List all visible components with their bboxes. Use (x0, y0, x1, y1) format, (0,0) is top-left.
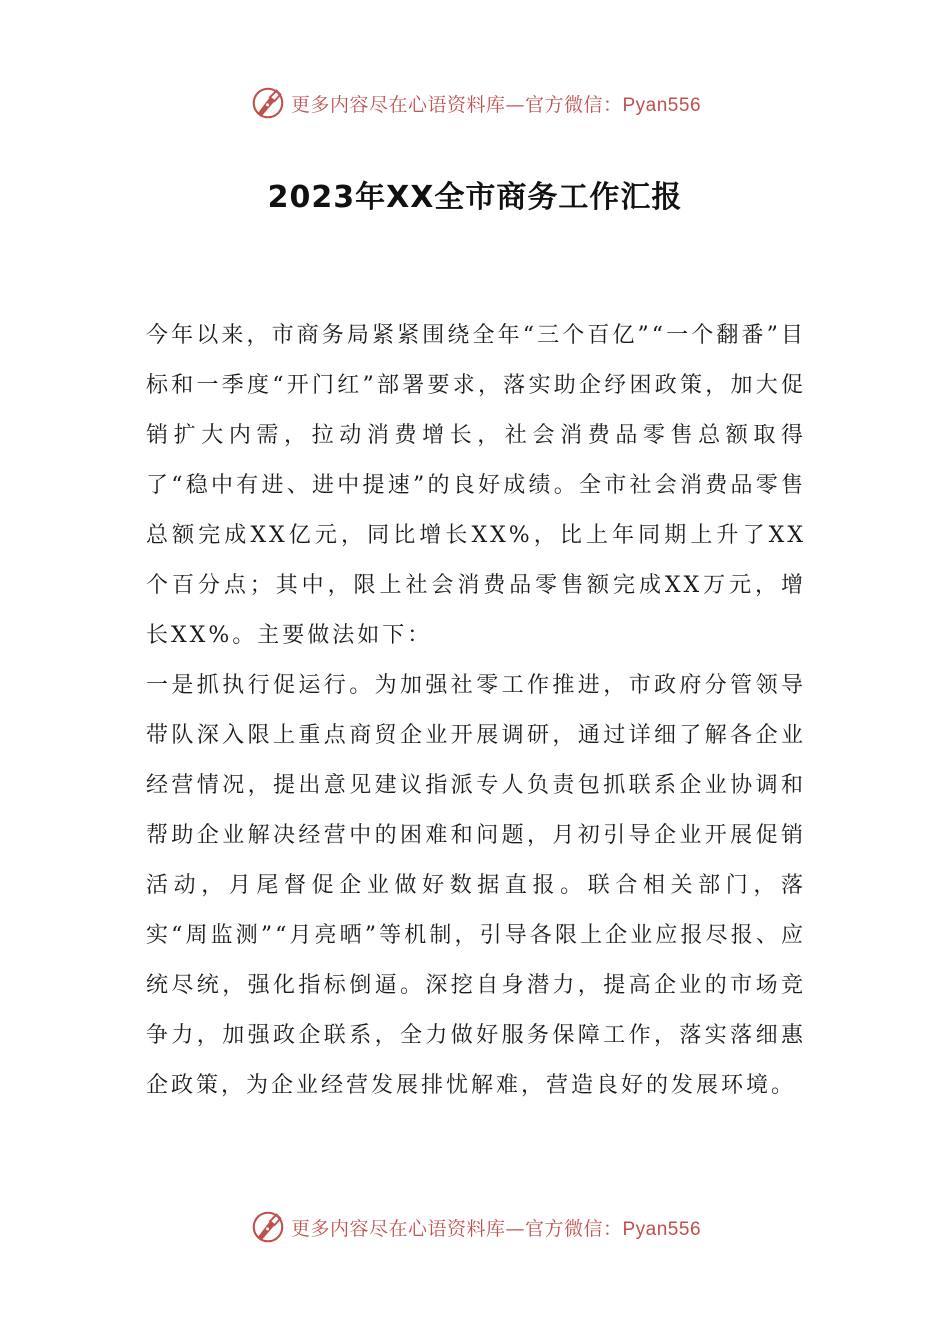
document-body (146, 311, 806, 1111)
paragraph-intro: 今年以来，市商务局紧紧围绕全年“三个百亿”“一个翻番”目标和一季度“开门红”部署要求，落实助企纾困政策，加大促销扩大内需，拉动消费增长，社会消费品零售总额取得了“稳中有进、进中提速”的良好成绩。全市社会消费品零售总额完成XX亿元，同比增长XX%，比上年同期上升了XX个百分点；其中，限上社会消费品零售额完成XX万元，增长XX%。主要做法如下： (146, 323, 806, 648)
wechat-handle: Pyan556 (622, 94, 702, 116)
banner-text: 更多内容尽在心语资料库—官方微信：Pyan556 (290, 93, 702, 116)
header-banner (0, 84, 950, 122)
pen-nib-circle-icon (249, 84, 287, 122)
pen-nib-circle-icon (249, 1208, 287, 1246)
footer-banner (0, 1208, 950, 1246)
banner-text: 更多内容尽在心语资料库—官方微信：Pyan556 (290, 1217, 702, 1240)
document-title: 2023年XX全市商务工作汇报 (267, 180, 683, 215)
paragraph-measure-1: 一是抓执行促运行。为加强社零工作推进，市政府分管领导带队深入限上重点商贸企业开展调研，通过详细了解各企业经营情况，提出意见建议指派专人负责包抓联系企业协调和帮助企业解决经营中的困难和问题，月初引导企业开展促销活动，月尾督促企业做好数据直报。联合相关部门，落实“周监测”“月亮晒”等机制，引导各限上企业应报尽报、应统尽统，强化指标倒逼。深挖自身潜力，提高企业的市场竞争力，加强政企联系，全力做好服务保障工作，落实落细惠企政策，为企业经营发展排忧解难，营造良好的发展环境。 (146, 673, 806, 1098)
wechat-handle: Pyan556 (622, 1218, 702, 1240)
